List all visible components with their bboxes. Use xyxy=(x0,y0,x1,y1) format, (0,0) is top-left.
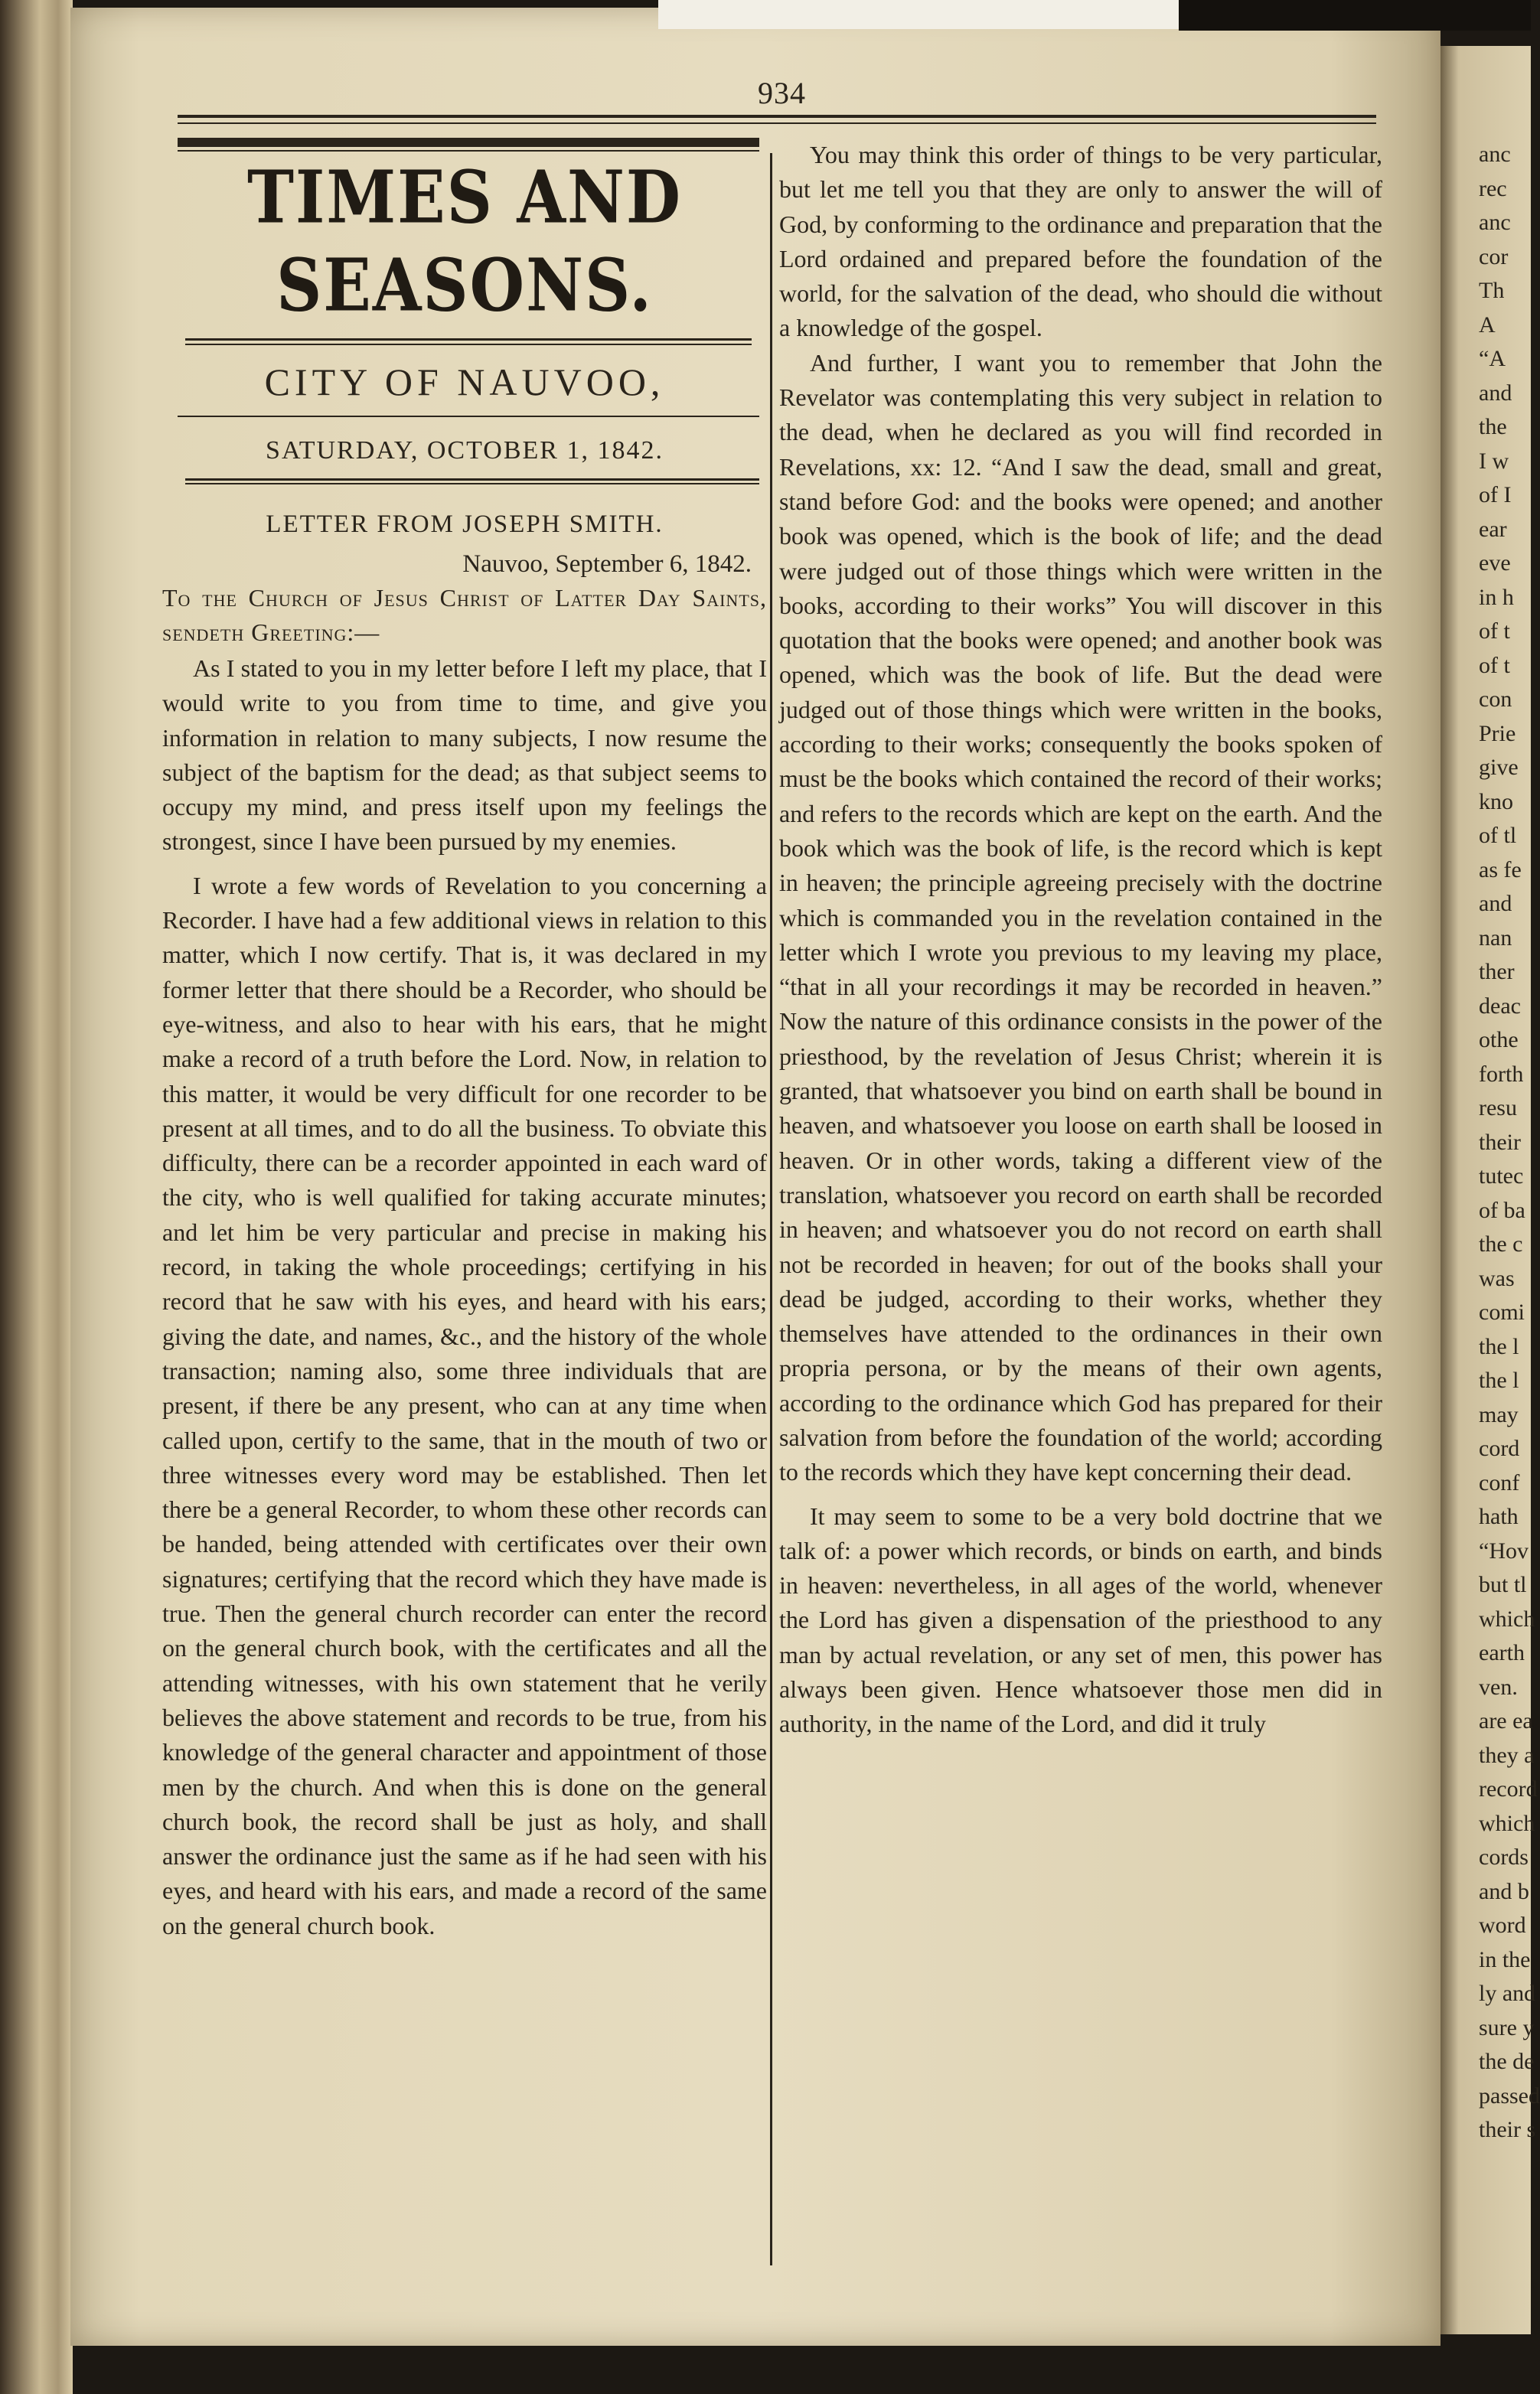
right-column-body xyxy=(779,138,1382,1742)
adjacent-page-fragment: eve xyxy=(1479,550,1511,576)
adjacent-page-fragment: they a xyxy=(1479,1742,1535,1768)
adjacent-page-fragment: passed xyxy=(1479,2083,1540,2109)
adjacent-page-fragment: A xyxy=(1479,311,1496,338)
book-spine-edge xyxy=(0,0,73,2394)
adjacent-page-fragment: cords xyxy=(1479,1844,1529,1870)
adjacent-page-fragment: comi xyxy=(1479,1300,1525,1325)
adjacent-page-fragment: resu xyxy=(1479,1095,1517,1120)
adjacent-page-fragment: nan xyxy=(1479,925,1512,951)
left-column-body xyxy=(162,651,767,1943)
adjacent-page-fragment: the l xyxy=(1479,1333,1519,1359)
adjacent-page-fragment: anc xyxy=(1479,142,1511,167)
issue-date: SATURDAY, OCTOBER 1, 1842. xyxy=(266,436,664,465)
adjacent-page-fragment: of t xyxy=(1479,618,1510,644)
masthead-rule-top xyxy=(178,138,759,147)
adjacent-page-fragment: kno xyxy=(1479,788,1513,814)
adjacent-page-fragment: in the xyxy=(1479,1946,1531,1972)
date-rule-thin xyxy=(185,483,759,484)
adjacent-page-fragment: of t xyxy=(1479,652,1510,678)
city-line: CITY OF NAUVOO, xyxy=(264,360,665,403)
adjacent-page-fragment: the de xyxy=(1479,2049,1535,2074)
adjacent-page-fragment: as fe xyxy=(1479,856,1522,882)
adjacent-page-fragment: was xyxy=(1479,1265,1515,1291)
adjacent-page-fragment: which xyxy=(1479,1606,1535,1632)
page-number: 934 xyxy=(758,76,806,110)
adjacent-page-fragment: Th xyxy=(1479,278,1505,303)
adjacent-page-fragment: and xyxy=(1479,891,1512,916)
adjacent-page-fragment: the c xyxy=(1479,1231,1523,1257)
header-rule-bottom xyxy=(178,122,1376,124)
adjacent-page-fragment: record xyxy=(1479,1776,1538,1802)
adjacent-page-fragment: “A xyxy=(1479,346,1506,371)
adjacent-page-fragment: conf xyxy=(1479,1469,1520,1495)
date-rule xyxy=(185,478,759,481)
masthead-rule-top-thin xyxy=(178,150,759,152)
adjacent-page-fragment: othe xyxy=(1479,1027,1519,1052)
adjacent-page-fragment: Prie xyxy=(1479,720,1516,746)
adjacent-page-fragment: the xyxy=(1479,414,1507,439)
adjacent-page-fragment: forth xyxy=(1479,1061,1524,1087)
adjacent-page-fragment: may xyxy=(1479,1401,1519,1427)
letter-place-date: Nauvoo, September 6, 1842. xyxy=(462,550,752,578)
adjacent-page-fragments xyxy=(1440,138,1540,2148)
paragraph: You may think this order of things to be very particular, but let me tell you that they are only to answer the will of God, by conforming to the ordinance and preparation that the Lord ordained and prepared before the foundation of the world, for the salvation of the dead, who should die without a knowledge of the gospel. xyxy=(779,141,1382,342)
adjacent-page-fragment: give xyxy=(1479,755,1519,780)
adjacent-page-fragment: ven. xyxy=(1479,1674,1518,1700)
adjacent-page-fragment: their xyxy=(1479,1129,1521,1155)
adjacent-page-fragment: I w xyxy=(1479,448,1509,474)
adjacent-page-fragment: “Hov xyxy=(1479,1538,1529,1564)
adjacent-page-fragment: ther xyxy=(1479,959,1515,984)
adjacent-page-fragment: tutec xyxy=(1479,1163,1524,1189)
masthead-rule-bottom xyxy=(185,338,752,341)
adjacent-page-fragment: their s xyxy=(1479,2117,1536,2142)
adjacent-page-edge xyxy=(1440,46,1540,2334)
top-background xyxy=(1179,0,1531,31)
adjacent-page-fragment: of I xyxy=(1479,482,1512,507)
adjacent-page-fragment: word xyxy=(1479,1913,1526,1938)
adjacent-page-fragment: deac xyxy=(1479,993,1521,1019)
adjacent-page-fragment: cord xyxy=(1479,1436,1520,1461)
adjacent-page-fragment: which xyxy=(1479,1810,1535,1836)
adjacent-page-fragment: and xyxy=(1479,380,1512,406)
adjacent-page-fragment: anc xyxy=(1479,210,1511,235)
adjacent-page-fragment: cor xyxy=(1479,243,1509,269)
adjacent-page-fragment: ly and xyxy=(1479,1981,1536,2006)
adjacent-page-fragment: con xyxy=(1479,687,1512,712)
adjacent-page-fragment: hath xyxy=(1479,1504,1519,1529)
adjacent-page-fragment: are ea xyxy=(1479,1708,1533,1734)
adjacent-page-fragment: rec xyxy=(1479,175,1507,201)
letter-salutation: To the Church of Jesus Christ of Latter Day Saints, sendeth Greeting:— xyxy=(162,584,767,646)
city-rule xyxy=(178,416,759,417)
adjacent-page-fragment: earth xyxy=(1479,1640,1525,1665)
paragraph: And further, I want you to remember that John the Revelator was contemplating this very subject in relation to the dead, when he declared as you will find recorded in Revelations, xx: 12. “And I saw the dead, small and great, stand before God: and the books were opened; and another book was opened, which is the book of life; and the dead were judged out of those things which were written in the books, according to their works” You will discover in this quotation that the books were opened; and another book was opened, which was the book of life. But the dead were judged out of those things which were written in the books, according to their works; consequently the books spoken of must be the books which contained the record of their works; and refers to the records which are kept on the earth. And the book which was the book of life, is the record which is kept in heaven; the principle agreeing precisely with the doctrine which is commanded you in the revelation contained in the letter which I wrote you previous to my leaving my place, “that in all your recordings it may be recorded in heaven.” Now the nature of this ordinance consists in the power of the priesthood, by the revelation of Jesus Christ; wherein it is granted, that whatsoever you bind on earth shall be bound in heaven, and whatsoever you loose on earth shall be loosed in heaven. Or in other words, taking a different view of the translation, whatsoever you record on earth shall be recorded in heaven; and whatsoever you do not record on earth shall not be recorded in heaven; for out of the books shall your dead be judged, according to their works, whether they themselves have attended to the ordinances in their own propria persona, or by the means of their own agents, according to the ordinance which God has prepared for their salvation from before the foundation of the world; according to the records which they have kept concerning their dead. xyxy=(779,348,1382,1486)
adjacent-page-fragment: of ba xyxy=(1479,1197,1525,1223)
right-column xyxy=(779,138,1382,1742)
adjacent-page-fragment: sure y xyxy=(1479,2014,1535,2040)
paragraph: As I stated to you in my letter before I left my place, that I would write to you from time to time, and give you information in relation to many subjects, I now resume the subject of the baptism for the dead; as that subject seems to occupy my mind, and press itself upon my feelings the strongest, since I have been pursued by my enemies. xyxy=(162,654,767,856)
adjacent-page-fragment: of tl xyxy=(1479,823,1517,848)
header-rule-top xyxy=(178,115,1376,118)
adjacent-page-fragment: ear xyxy=(1479,516,1507,542)
column-divider xyxy=(770,153,772,2265)
paragraph: It may seem to some to be a very bold doctrine that we talk of: a power which records, or binds on earth, and binds in heaven: nevertheless, in all ages of the world, whenever the Lord has given a dispensation of the priesthood to any man by actual revelation, or any set of men, this power has always been given. Hence whatsoever those men did in authority, in the name of the Lord, and did it truly xyxy=(779,1502,1382,1738)
masthead-rule-bottom-thin xyxy=(185,344,752,345)
adjacent-page-fragment: but tl xyxy=(1479,1572,1527,1597)
left-column xyxy=(162,138,767,1943)
adjacent-page-fragment: and b xyxy=(1479,1878,1529,1904)
adjacent-page-fragment: the l xyxy=(1479,1368,1519,1393)
letter-title: LETTER FROM JOSEPH SMITH. xyxy=(266,510,664,538)
top-paper-strip xyxy=(658,0,1194,29)
masthead-title: TIMES AND SEASONS. xyxy=(246,155,683,328)
paragraph: I wrote a few words of Revelation to you concerning a Recorder. I have had a few additional views in relation to this matter, which I now certify. That is, it was declared in my former letter that there should be a Recorder, who should be eye-witness, and also to hear with his ears, that he might make a record of a truth before the Lord. Now, in relation to this matter, it would be very difficult for one recorder to be present at all times, and to do all the business. To obviate this difficulty, there can be a recorder appointed in each ward of the city, who is well qualified for taking accurate minutes; and let him be very particular and precise in making his record, in taking the whole proceedings; certifying in his record that he saw with his eyes, and heard with his ears; giving the date, and names, &c., and the history of the whole transaction; naming also, some three individuals that are present, if there be any present, who can at any time when called upon, certify to the same, that in the mouth of two or three witnesses every word may be established. Then let there be a general Recorder, to whom these other records can be handed, being attended with certificates over their own signatures; certifying that the record which they have made is true. Then the general church recorder can enter the record on the general church book, with the certificates and all the attending witnesses, with his own statement that he verily believes the above statement and records to be true, from his knowledge of the general character and appointment of those men by the church. And when this is done on the general church book, the record shall be just as holy, and shall answer the ordinance just the same as if he had seen with his eyes, and heard with his ears, and made a record of the same on the general church book. xyxy=(162,871,767,1939)
adjacent-page-fragment: in h xyxy=(1479,584,1514,610)
